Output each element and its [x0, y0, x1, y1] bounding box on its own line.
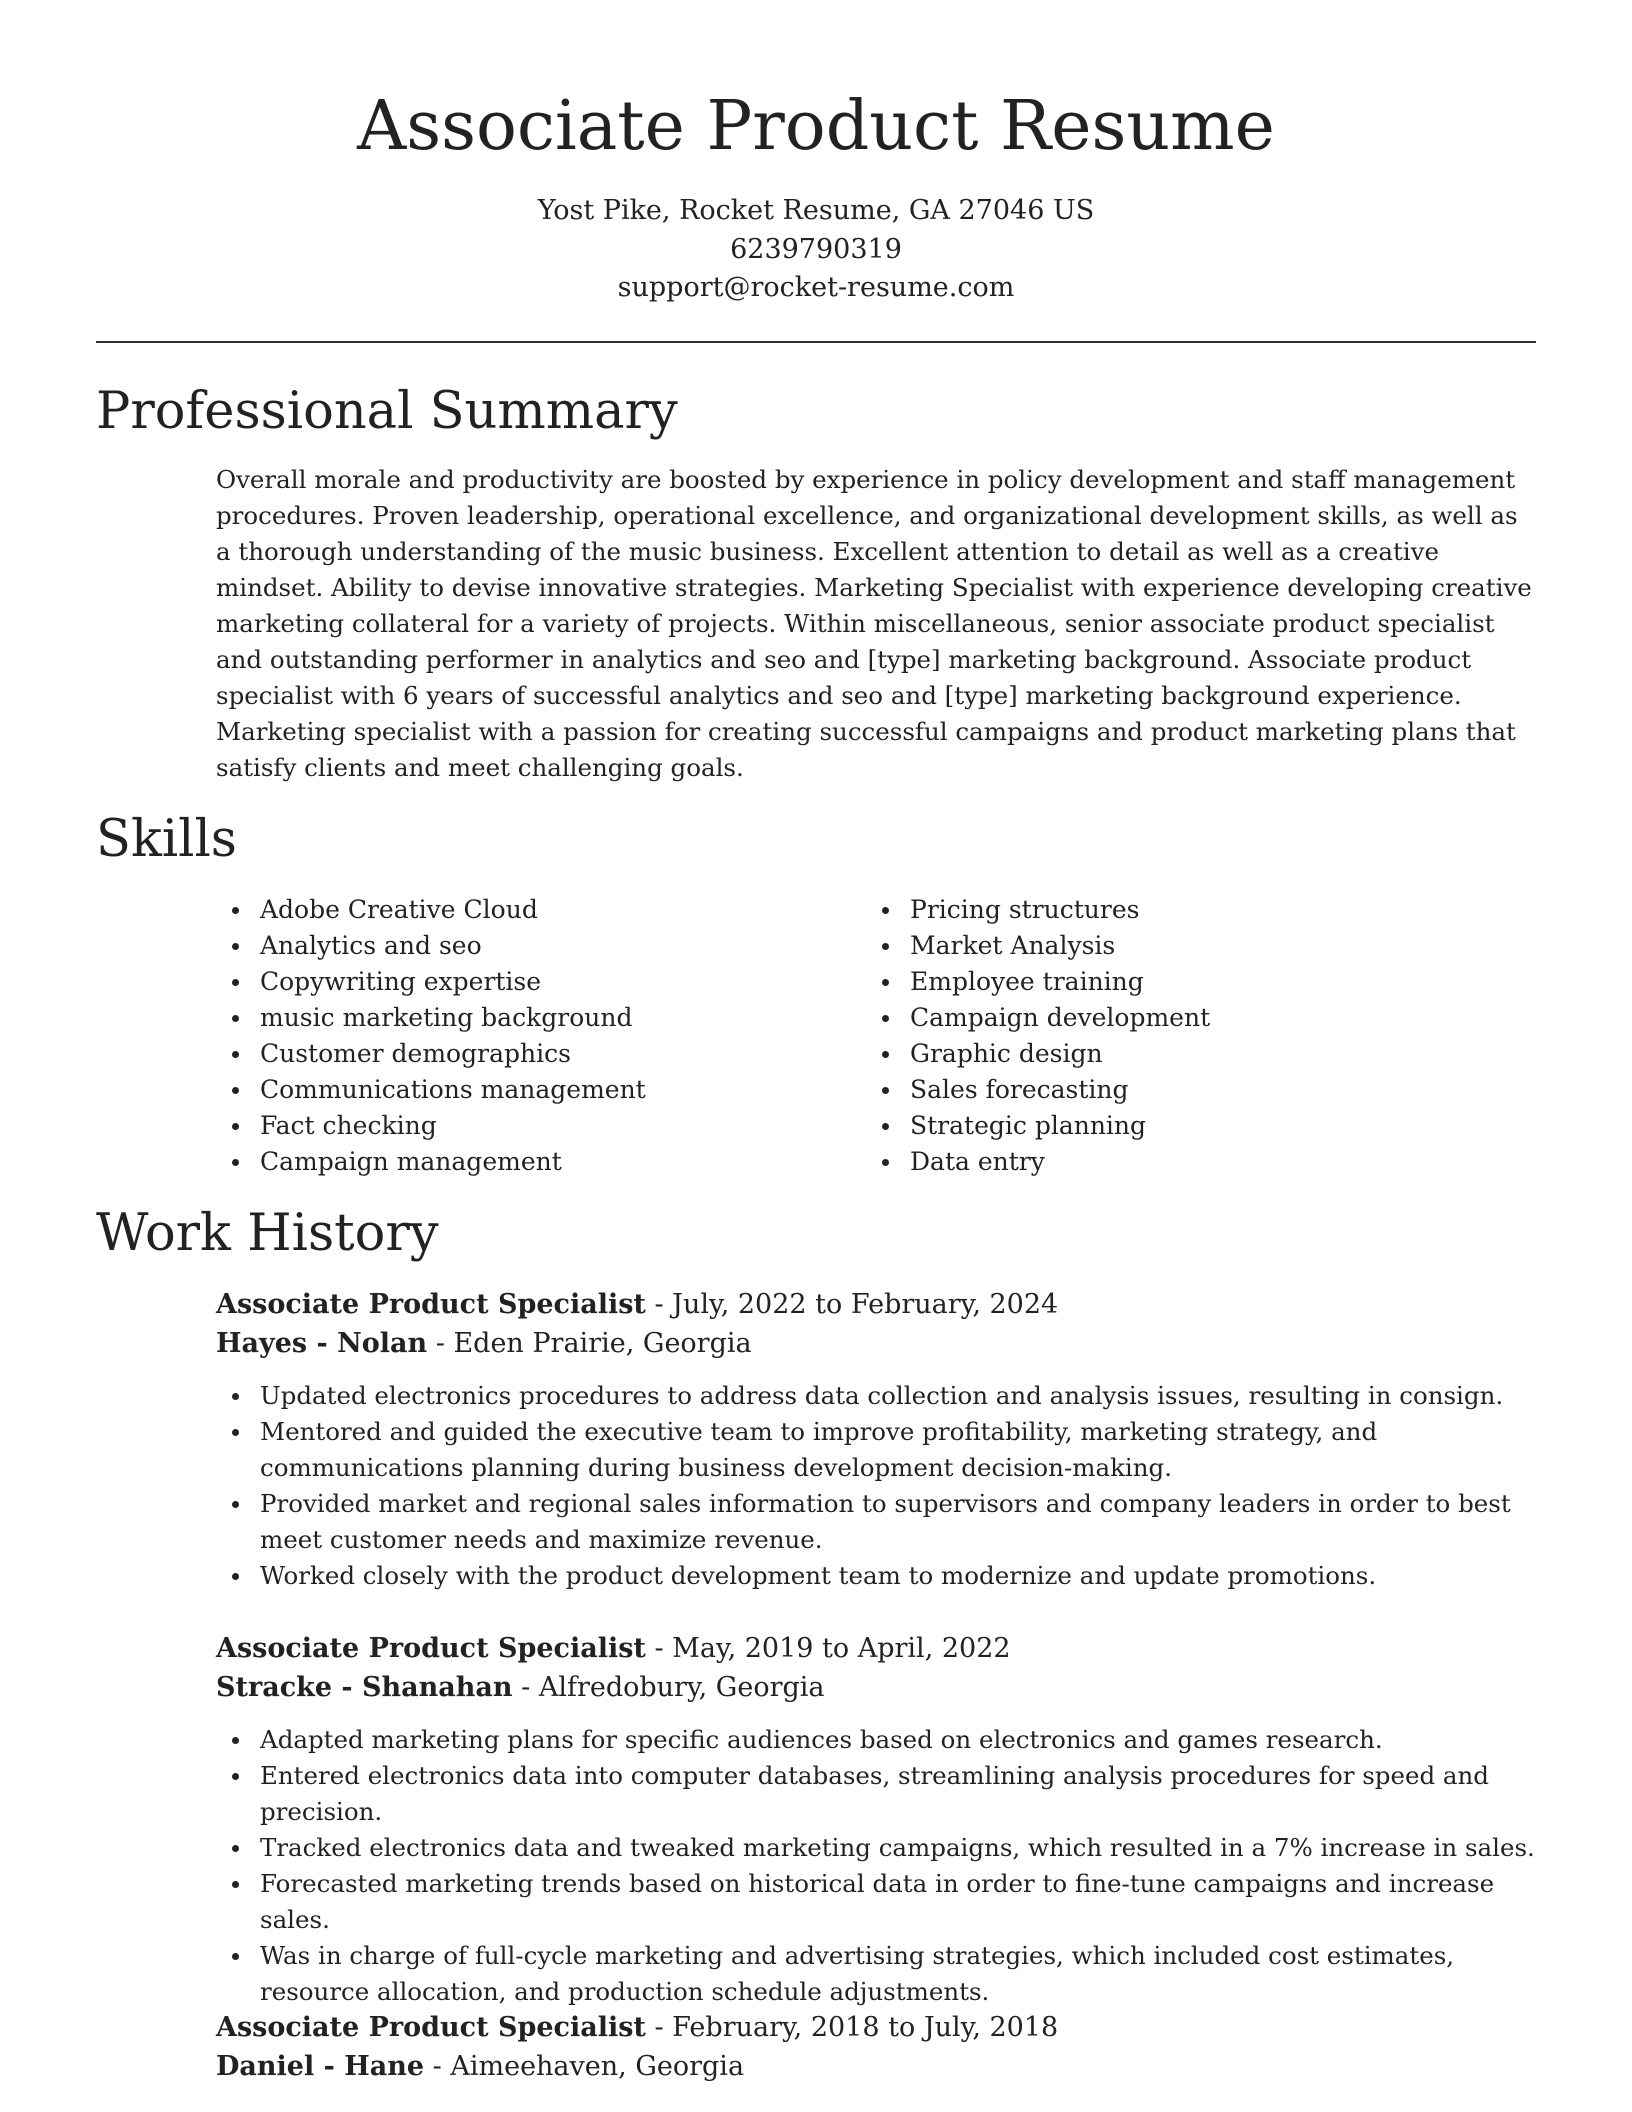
job-company-line: [216, 1668, 825, 1708]
job-bullet: Tracked electronics data and tweaked marketing campaigns, which resulted in a 7% increase in sales.: [260, 1830, 1540, 1866]
skill-item: music marketing background: [260, 1000, 840, 1036]
skill-item: Campaign management: [260, 1144, 840, 1180]
skill-item: Customer demographics: [260, 1036, 840, 1072]
job-bullet: Forecasted marketing trends based on historical data in order to fine-tune campaigns and increase sales.: [260, 1866, 1540, 1938]
resume-title: Associate Product Resume: [357, 87, 1275, 166]
job-location: - Aimeehaven, Georgia: [424, 2051, 745, 2082]
skill-item: Campaign development: [910, 1000, 1490, 1036]
skill-item: Employee training: [910, 964, 1490, 1000]
job-title: Associate Product Specialist: [216, 2012, 646, 2043]
skills-heading: Skills: [96, 810, 237, 869]
skills-list-right: [910, 892, 1490, 1180]
job-company-line: [216, 2047, 744, 2087]
job-bullet: Worked closely with the product development team to modernize and update promotions.: [260, 1558, 1540, 1594]
job-bullet: Provided market and regional sales information to supervisors and company leaders in order to best meet customer needs and maximize revenue.: [260, 1486, 1540, 1558]
skill-item: Data entry: [910, 1144, 1490, 1180]
job-bullet: Entered electronics data into computer databases, streamlining analysis procedures for speed and precision.: [260, 1758, 1540, 1830]
job-title: Associate Product Specialist: [216, 1633, 646, 1664]
skill-item: Copywriting expertise: [260, 964, 840, 1000]
skill-item: Market Analysis: [910, 928, 1490, 964]
job-bullet: Adapted marketing plans for specific audiences based on electronics and games research.: [260, 1722, 1540, 1758]
skill-item: Pricing structures: [910, 892, 1490, 928]
job-bullet: Mentored and guided the executive team to improve profitability, marketing strategy, and communications planning during business development decision-making.: [260, 1414, 1540, 1486]
job-bullets: [260, 1722, 1540, 2010]
job-location: - Eden Prairie, Georgia: [427, 1328, 752, 1359]
job-title-line: [216, 1629, 1011, 1669]
summary-text: Overall morale and productivity are boosted by experience in policy development and staff management procedures. Proven leadership, operational excellence, and organizational development skills, as well as a thorough understanding of the music business. Excellent attention to detail as well as a creative mindset. Ability to devise innovative strategies. Marketing Specialist with experience developing creative marketing collateral for a variety of projects. Within miscellaneous, senior associate product specialist and outstanding performer in analytics and seo and [type] marketing background. Associate product specialist with 6 years of successful analytics and seo and [type] marketing background experience. Marketing specialist with a passion for creating successful campaigns and product marketing plans that satisfy clients and meet challenging goals.: [216, 465, 1532, 782]
skill-item: Analytics and seo: [260, 928, 840, 964]
job-bullets: [260, 1378, 1540, 1594]
header-divider: [96, 341, 1536, 343]
skill-item: Strategic planning: [910, 1108, 1490, 1144]
skill-item: Sales forecasting: [910, 1072, 1490, 1108]
skill-item: Graphic design: [910, 1036, 1490, 1072]
job-title-line: [216, 2008, 1058, 2048]
work-history-heading: Work History: [96, 1204, 439, 1263]
contact-address: Yost Pike, Rocket Resume, GA 27046 US: [537, 195, 1095, 226]
skill-item: Communications management: [260, 1072, 840, 1108]
job-location: - Alfredobury, Georgia: [512, 1672, 825, 1703]
job-title-line: [216, 1285, 1058, 1325]
contact-phone: 6239790319: [730, 234, 902, 265]
skill-item: Fact checking: [260, 1108, 840, 1144]
job-dates: - February, 2018 to July, 2018: [645, 2012, 1059, 2043]
job-company: Daniel - Hane: [216, 2051, 425, 2082]
contact-email: support@rocket-resume.com: [617, 272, 1015, 303]
summary-heading: Professional Summary: [96, 382, 678, 441]
job-company-line: [216, 1324, 752, 1364]
job-title: Associate Product Specialist: [216, 1289, 646, 1320]
job-company: Hayes - Nolan: [216, 1328, 428, 1359]
job-company: Stracke - Shanahan: [216, 1672, 513, 1703]
job-dates: - May, 2019 to April, 2022: [645, 1633, 1011, 1664]
job-bullet: Updated electronics procedures to address data collection and analysis issues, resulting in consign.: [260, 1378, 1540, 1414]
skills-list-left: [260, 892, 840, 1180]
job-bullet: Was in charge of full-cycle marketing and advertising strategies, which included cost estimates, resource allocation, and production schedule adjustments.: [260, 1938, 1540, 2010]
skill-item: Adobe Creative Cloud: [260, 892, 840, 928]
job-dates: - July, 2022 to February, 2024: [645, 1289, 1059, 1320]
